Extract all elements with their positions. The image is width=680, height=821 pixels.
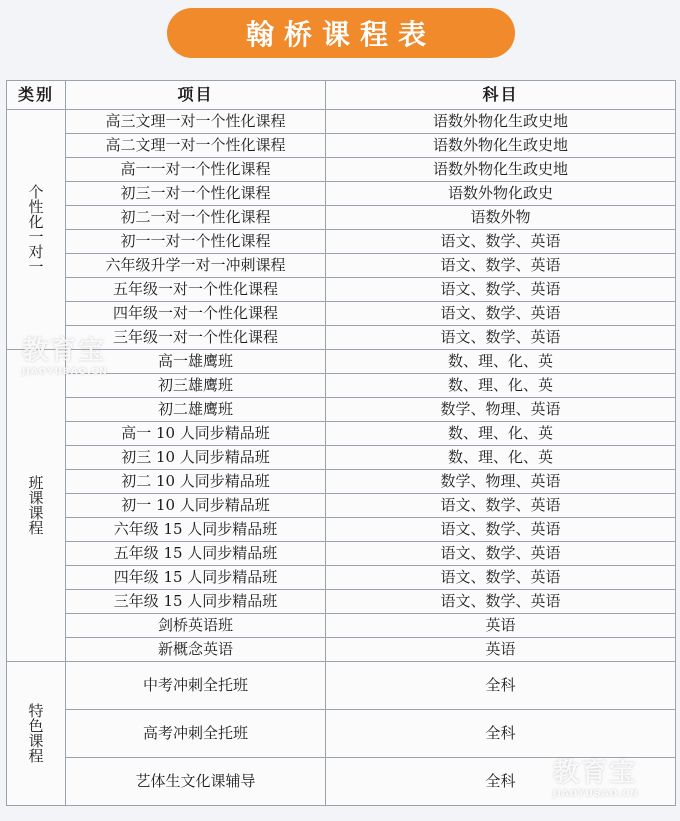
table-row xyxy=(7,422,676,446)
subject-cell: 数学、物理、英语 xyxy=(326,470,676,494)
item-cell: 五年级一对一个性化课程 xyxy=(66,278,326,302)
table-row xyxy=(7,638,676,662)
subject-cell: 数、理、化、英 xyxy=(326,446,676,470)
subject-cell: 语数外物化生政史地 xyxy=(326,158,676,182)
table-row xyxy=(7,662,676,710)
header-item: 项目 xyxy=(66,81,326,110)
table-row xyxy=(7,614,676,638)
course-table xyxy=(6,80,676,806)
category-label: 个性化一对一 xyxy=(28,182,44,276)
item-cell: 初二 10 人同步精品班 xyxy=(66,470,326,494)
item-cell: 三年级一对一个性化课程 xyxy=(66,326,326,350)
subject-cell: 语文、数学、英语 xyxy=(326,230,676,254)
category-label: 班课课程 xyxy=(28,473,44,537)
table-row xyxy=(7,470,676,494)
item-cell: 高考冲刺全托班 xyxy=(66,710,326,758)
item-cell: 初三 10 人同步精品班 xyxy=(66,446,326,470)
subject-cell: 英语 xyxy=(326,614,676,638)
subject-cell: 语文、数学、英语 xyxy=(326,518,676,542)
page-title: 翰桥课程表 xyxy=(245,18,436,51)
subject-cell: 语文、数学、英语 xyxy=(326,494,676,518)
header-category: 类别 xyxy=(7,81,66,110)
subject-cell: 数、理、化、英 xyxy=(326,350,676,374)
item-cell: 初一一对一个性化课程 xyxy=(66,230,326,254)
item-cell: 高三文理一对一个性化课程 xyxy=(66,110,326,134)
subject-cell: 数、理、化、英 xyxy=(326,374,676,398)
category-cell xyxy=(7,110,66,350)
subject-cell: 语数外物化政史 xyxy=(326,182,676,206)
subject-cell: 语文、数学、英语 xyxy=(326,278,676,302)
subject-cell: 语文、数学、英语 xyxy=(326,254,676,278)
watermark-logo: 教育宝 xyxy=(22,336,107,366)
subject-cell: 数学、物理、英语 xyxy=(326,398,676,422)
table-row xyxy=(7,254,676,278)
table-row xyxy=(7,566,676,590)
table-row xyxy=(7,542,676,566)
category-cell xyxy=(7,350,66,662)
item-cell: 艺体生文化课辅导 xyxy=(66,758,326,806)
item-cell: 初三雄鹰班 xyxy=(66,374,326,398)
table-row xyxy=(7,134,676,158)
watermark-logo: 教育宝 xyxy=(553,758,638,788)
item-cell: 五年级 15 人同步精品班 xyxy=(66,542,326,566)
item-cell: 三年级 15 人同步精品班 xyxy=(66,590,326,614)
item-cell: 新概念英语 xyxy=(66,638,326,662)
subject-cell: 语文、数学、英语 xyxy=(326,302,676,326)
watermark xyxy=(22,330,108,377)
category-cell xyxy=(7,662,66,806)
item-cell: 初二雄鹰班 xyxy=(66,398,326,422)
item-cell: 六年级 15 人同步精品班 xyxy=(66,518,326,542)
watermark-domain: JIAOYUBAO.CN xyxy=(553,789,639,799)
table-body xyxy=(7,110,676,806)
subject-cell: 语文、数学、英语 xyxy=(326,590,676,614)
item-cell: 高一雄鹰班 xyxy=(66,350,326,374)
table-row xyxy=(7,710,676,758)
table-row xyxy=(7,230,676,254)
item-cell: 初一 10 人同步精品班 xyxy=(66,494,326,518)
subject-cell: 语数外物化生政史地 xyxy=(326,110,676,134)
subject-cell: 英语 xyxy=(326,638,676,662)
item-cell: 剑桥英语班 xyxy=(66,614,326,638)
table-row xyxy=(7,158,676,182)
table-row xyxy=(7,518,676,542)
item-cell: 高一一对一个性化课程 xyxy=(66,158,326,182)
item-cell: 初三一对一个性化课程 xyxy=(66,182,326,206)
table-row xyxy=(7,110,676,134)
header-row xyxy=(7,81,676,110)
subject-cell: 语文、数学、英语 xyxy=(326,542,676,566)
category-label: 特色课程 xyxy=(28,701,44,765)
subject-cell: 全科 xyxy=(326,662,676,710)
item-cell: 四年级一对一个性化课程 xyxy=(66,302,326,326)
watermark xyxy=(553,752,639,799)
subject-cell: 语文、数学、英语 xyxy=(326,566,676,590)
subject-cell: 语数外物化生政史地 xyxy=(326,134,676,158)
subject-cell: 语数外物 xyxy=(326,206,676,230)
watermark-domain: JIAOYUBAO.CN xyxy=(22,367,108,377)
title-banner xyxy=(167,8,515,58)
table-row xyxy=(7,374,676,398)
item-cell: 高一 10 人同步精品班 xyxy=(66,422,326,446)
subject-cell: 全科 xyxy=(326,758,676,806)
header-subject: 科目 xyxy=(326,81,676,110)
table-row xyxy=(7,446,676,470)
table-row xyxy=(7,590,676,614)
table-row xyxy=(7,182,676,206)
table-row xyxy=(7,494,676,518)
item-cell: 中考冲刺全托班 xyxy=(66,662,326,710)
subject-cell: 语文、数学、英语 xyxy=(326,326,676,350)
table-row xyxy=(7,302,676,326)
subject-cell: 全科 xyxy=(326,710,676,758)
table-row xyxy=(7,398,676,422)
item-cell: 六年级升学一对一冲刺课程 xyxy=(66,254,326,278)
table-row xyxy=(7,206,676,230)
subject-cell: 数、理、化、英 xyxy=(326,422,676,446)
table-row xyxy=(7,278,676,302)
item-cell: 高二文理一对一个性化课程 xyxy=(66,134,326,158)
item-cell: 四年级 15 人同步精品班 xyxy=(66,566,326,590)
item-cell: 初二一对一个性化课程 xyxy=(66,206,326,230)
